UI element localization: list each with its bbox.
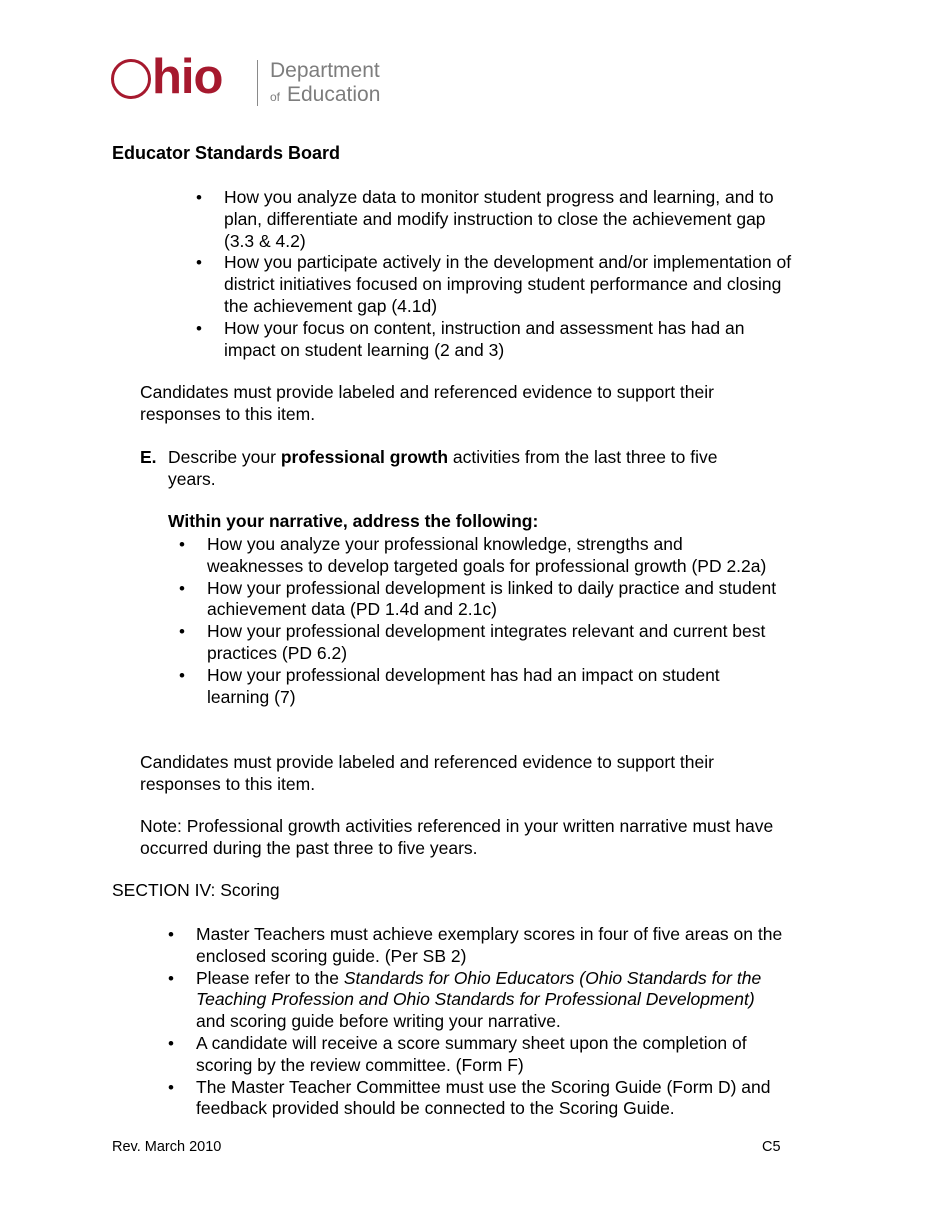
list-item: • How your professional development is linked to daily practice and student achievement data (PD 1.4d and 2.1c) [179,578,779,622]
logo-education: Education [287,83,381,106]
timeframe-note: Note: Professional growth activities referenced in your written narrative must have occurred during the past three to five years. [140,816,774,858]
evidence-list [196,187,796,361]
section-e-prompt: Describe your professional growth activities from the last three to five years. [168,447,718,489]
ohio-department-of-education-logo [111,50,411,108]
scoring-list [168,924,788,1120]
evidence-note-2: Candidates must provide labeled and referenced evidence to support their responses to this item. [140,752,714,794]
list-item: • How your professional development integrates relevant and current best practices (PD 6.2) [179,621,779,665]
list-item: • Master Teachers must achieve exemplary scores in four of five areas on the enclosed scoring guide. (Per SB 2) [168,924,788,968]
list-item: • A candidate will receive a score summary sheet upon the completion of scoring by the review committee. (Form F) [168,1033,788,1077]
evidence-note-1: Candidates must provide labeled and referenced evidence to support their responses to this item. [140,382,714,424]
narrative-instruction: Within your narrative, address the following: [168,511,539,531]
list-item: • Please refer to the Standards for Ohio Educators (Ohio Standards for the Teaching Profession and Ohio Standards for Professional Development) and scoring guide before writing your narrative. [168,968,788,1033]
logo-o-circle-icon [111,59,151,99]
logo-department: Department [270,59,380,82]
list-item: • How you analyze your professional knowledge, strengths and weaknesses to develop targeted goals for professional growth (PD 2.2a) [179,534,779,578]
logo-ohio-wordmark: hio [111,52,222,102]
page-heading: Educator Standards Board [112,143,341,163]
footer-page-number: C5 [762,1139,781,1155]
section-e-label: E. [140,447,157,467]
list-item: • How you analyze data to monitor student progress and learning, and to plan, differentiate and modify instruction to close the achievement gap (3.3 & 4.2) [196,187,796,252]
list-item: • How your professional development has had an impact on student learning (7) [179,665,779,709]
logo-divider [257,60,258,106]
logo-of: of [270,90,281,104]
professional-growth-list [179,534,779,708]
footer-revision: Rev. March 2010 [112,1139,222,1155]
list-item: • How your focus on content, instruction and assessment has had an impact on student learning (2 and 3) [196,318,796,362]
list-item: • The Master Teacher Committee must use the Scoring Guide (Form D) and feedback provided should be connected to the Scoring Guide. [168,1077,788,1121]
section-iv-heading: SECTION IV: Scoring [112,880,280,900]
list-item: • How you participate actively in the development and/or implementation of district initiatives focused on improving student performance and closing the achievement gap (4.1d) [196,252,796,317]
